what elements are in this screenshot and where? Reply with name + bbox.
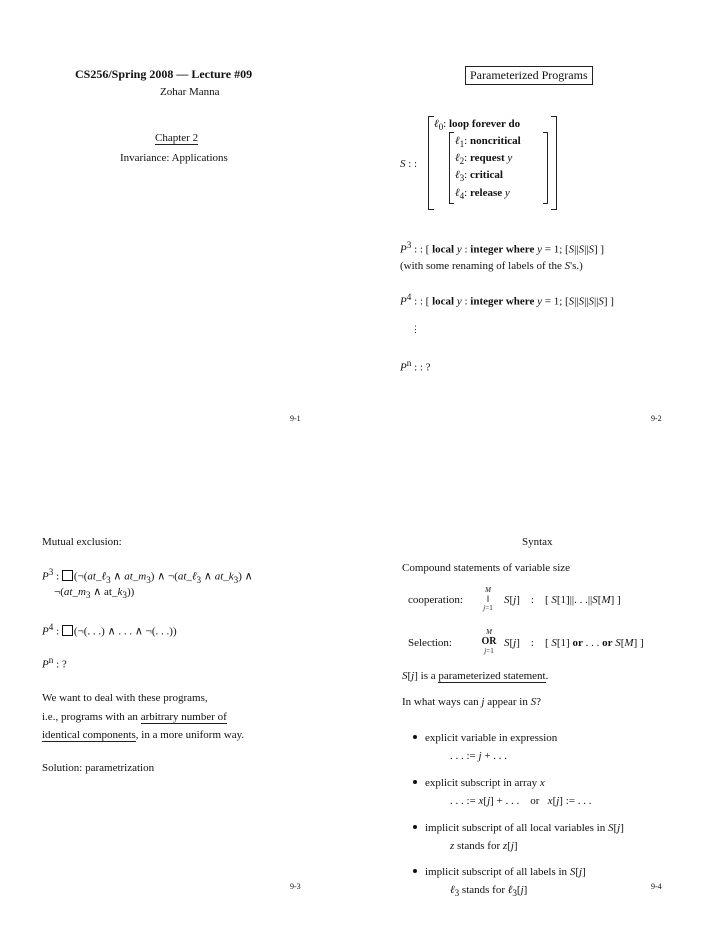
s-label: S : : <box>400 158 418 170</box>
p3-note: (with some renaming of labels of the S's.) <box>400 260 583 272</box>
p3-formula-line2: $\neg(at\_m_3$ ∧ $at\_k_3$)) <box>54 586 135 601</box>
paragraph-line1: We want to deal with these programs, <box>42 692 208 704</box>
paragraph-line2: i.e., programs with an arbitrary number of <box>42 711 227 723</box>
stmt-l4: ℓ$_4$: release y <box>455 187 510 202</box>
chapter-heading: Chapter 2 <box>155 132 199 144</box>
bullet-2-example: . . . := x[j] + . . . or x[j] := . . . <box>450 795 592 807</box>
question-line: In what ways can j appear in S? <box>402 696 541 708</box>
slide-heading: Parameterized Programs <box>465 66 593 85</box>
bullet-1: explicit variable in expression <box>413 732 557 744</box>
bullet-icon <box>413 780 417 784</box>
author: Zohar Manna <box>160 86 220 98</box>
chapter-subtitle: Invariance: Applications <box>120 152 228 164</box>
p4-formula: $P^4$ : (¬(. . .) ∧ . . . ∧ ¬(. . .)) <box>42 622 177 638</box>
cooperation-term: S[j] : [ S[1]||. . .||S[M] ] <box>504 594 621 606</box>
solution-line: Solution: parametrization <box>42 762 155 774</box>
slide-heading: Syntax <box>522 536 553 548</box>
bullet-4: implicit subscript of all labels in S[j] <box>413 866 586 878</box>
cooperation-label: cooperation: <box>408 594 463 606</box>
p3-definition: $P^3$ : : [ local y : integer where y = 1; [S||S||S] ] <box>400 240 605 256</box>
bullet-2: explicit subscript in array x <box>413 777 545 789</box>
bullet-icon <box>413 825 417 829</box>
always-box-icon <box>62 570 73 581</box>
stmt-l3: ℓ$_3$: critical <box>455 169 503 184</box>
slide-heading: Mutual exclusion: <box>42 536 122 548</box>
inner-bracket-left <box>449 132 454 204</box>
vertical-dots: ⋮ <box>411 324 420 334</box>
page-number: 9-2 <box>651 414 662 423</box>
bullet-icon <box>413 869 417 873</box>
always-box-icon <box>62 625 73 636</box>
bullet-3-example: z stands for z[j] <box>450 840 518 852</box>
selection-term: S[j] : [ S[1] or . . . or S[M] ] <box>504 637 644 649</box>
parallel-operator: M ‖ j=1 <box>483 586 493 612</box>
bullet-3: implicit subscript of all local variables in S[j] <box>413 822 624 834</box>
page-number: 9-3 <box>290 882 301 891</box>
page-number: 9-4 <box>651 882 662 891</box>
bullet-icon <box>413 735 417 739</box>
inner-bracket-right <box>543 132 548 204</box>
stmt-l2: ℓ$_2$: request y <box>455 152 513 167</box>
outer-bracket-right <box>551 116 557 210</box>
p4-definition: $P^4$ : : [ local y : integer where y = 1; [S||S||S||S] ] <box>400 292 614 308</box>
lecture-title: CS256/Spring 2008 — Lecture #09 <box>75 67 253 81</box>
or-operator: M OR j=1 <box>481 628 497 655</box>
bullet-1-example: . . . := j + . . . <box>450 750 508 762</box>
paragraph-line3: identical components, in a more uniform way. <box>42 729 245 741</box>
bullet-4-example: ℓ$_3$ stands for ℓ$_3$[j] <box>450 884 528 899</box>
stmt-l0: ℓ$_0$: loop forever do <box>434 118 521 133</box>
parameterized-statement-line: S[j] is a parameterized statement. <box>402 670 549 682</box>
stmt-l1: ℓ$_1$: noncritical <box>455 135 521 150</box>
pn-formula: $P^n$ : ? <box>42 655 67 671</box>
p3-formula-line1: $P^3$ : (¬(at_ℓ$_3$ ∧ $at\_m_3$) ∧ ¬(at_ℓ$_3$ ∧ $at\_k_3$) ∧ <box>42 567 253 585</box>
selection-label: Selection: <box>408 637 452 649</box>
page-number: 9-1 <box>290 414 301 423</box>
pn-definition: $P^n$ : : ? <box>400 358 431 374</box>
intro-line: Compound statements of variable size <box>402 562 571 574</box>
